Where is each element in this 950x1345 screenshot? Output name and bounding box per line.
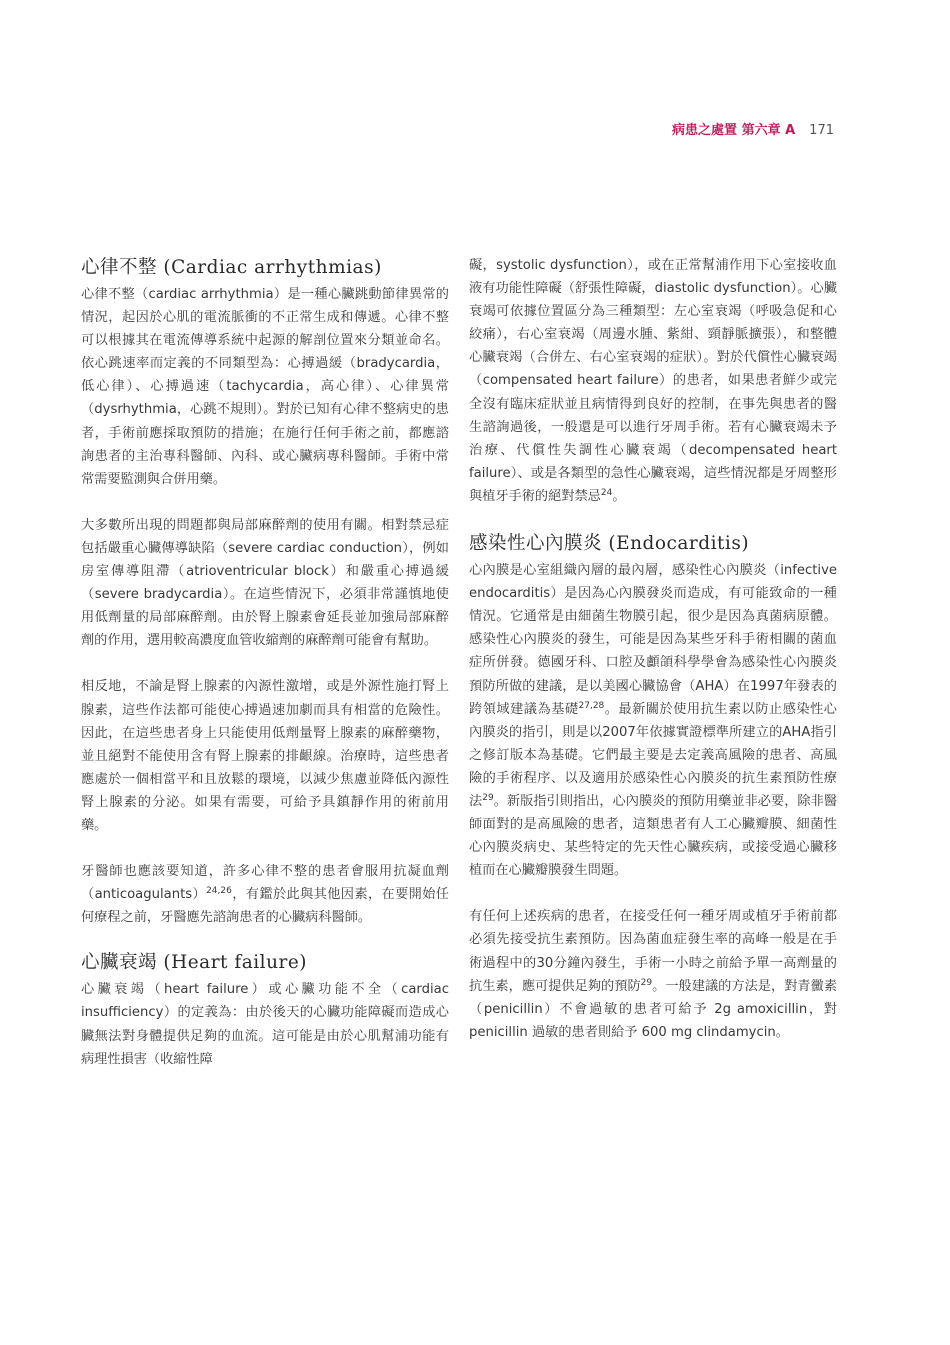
paragraph: 相反地，不論是腎上腺素的內源性激增，或是外源性施打腎上腺素，這些作法都可能使心搏過速加劇而具有相當的危險性。因此，在這些患者身上只能使用低劑量腎上腺素的麻醉藥物，並且絕對不能使用含有腎上腺素的排齦線。治療時，這些患者應處於一個相當平和且放鬆的環境，以減少焦慮並降低內源性腎上腺素的分泌。如果有需要，可給予具鎮靜作用的術前用藥。	[81, 679, 449, 833]
paragraph: 大多數所出現的問題都與局部麻醉劑的使用有關。相對禁忌症包括嚴重心臟傳導缺陷（severe cardiac conduction），例如房室傳導阻滯（atrioventricular block）和嚴重心搏過緩（severe bradycardia）。在這些情況下，必須非常謹慎地使用低劑量的局部麻醉劑。由於腎上腺素會延長並加強局部麻醉劑的作用，選用較高濃度血管收縮劑的麻醉劑可能會有幫助。	[81, 517, 449, 649]
running-header	[672, 119, 834, 138]
section-heading-endocarditis: 感染性心內膜炎 (Endocarditis)	[469, 533, 750, 555]
left-column	[81, 254, 449, 1071]
right-column	[469, 254, 837, 1044]
paragraph: 心內膜是心室組織內層的最內層，感染性心內膜炎（infective endocarditis）是因為心內膜發炎而造成，有可能致命的一種情況。它通常是由細菌生物膜引起，很少是因為真菌病原體。感染性心內膜炎的發生，可能是因為某些牙科手術相關的菌血症所併發。德國牙科、口腔及顱頜科學學會為感染性心內膜炎預防所做的建議，是以美國心臟協會（AHA）在1997年發表的跨領域建議為基礎$^{27,28}$。最新關於使用抗生素以防止感染性心內膜炎的指引，則是以2007年依據實證標準所建立的AHA指引之修訂版本為基礎。它們最主要是去定義高風險的患者、高風險的手術程序、以及適用於感染性心內膜炎的抗生素預防性療法$^{29}$。新版指引則指出，心內膜炎的預防用藥並非必要，除非醫師面對的是高風險的患者，這類患者有人工心臟瓣膜、細菌性心內膜炎病史、某些特定的先天性心臟疾病，或接受過心臟移植而在心臟瓣膜發生問題。	[469, 563, 838, 879]
paragraph: 牙醫師也應該要知道，許多心律不整的患者會服用抗凝血劑（anticoagulants）$^{24,26}$，有鑑於此與其他因素，在要開始任何療程之前，牙醫應先諮詢患者的心臟病科醫師。	[81, 864, 449, 926]
citation: 24,26	[206, 886, 232, 897]
paragraph: 有任何上述疾病的患者，在接受任何一種牙周或植牙手術前都必須先接受抗生素預防。因為菌血症發生率的高峰一般是在手術過程中的30分鐘內發生，手術一小時之前給予單一高劑量的抗生素，應可提供足夠的預防$^{29}$。一般建議的方法是，對青黴素（penicillin）不會過敏的患者可給予 2g amoxicillin，對 penicillin 過敏的患者則給予 600 mg clindamycin。	[469, 909, 838, 1040]
section-heading-arrhythmia: 心律不整 (Cardiac arrhythmias)	[81, 257, 382, 278]
paragraph: 礙，systolic dysfunction），或在正常幫浦作用下心室接收血液有功能性障礙（舒張性障礙，diastolic dysfunction）。心臟衰竭可依據位置區分為三種類型：左心室衰竭（呼吸急促和心絞痛），右心室衰竭（周邊水腫、紫紺、頸靜脈擴張），和整體心臟衰竭（合併左、右心室衰竭的症狀）。對於代償性心臟衰竭（compensated heart failure）的患者，如果患者鮮少或完全沒有臨床症狀並且病情得到良好的控制，在事先與患者的醫生諮詢過後，一般還是可以進行牙周手術。若有心臟衰竭未予治療、代償性失調性心臟衰竭（decompensated heart failure）、或是各類型的急性心臟衰竭，這些情況都是牙周整形與植牙手術的絕對禁忌$^{24}$。	[469, 258, 837, 504]
citation: 29	[482, 792, 494, 803]
citation: 27,28	[578, 700, 605, 711]
paragraph: 心律不整（cardiac arrhythmia）是一種心臟跳動節律異常的情況，起因於心肌的電流脈衝的不正常生成和傳遞。心律不整可以根據其在電流傳導系統中起源的解剖位置來分類並命名。依心跳速率而定義的不同類型為：心搏過緩（bradycardia，低心律）、心搏過速（tachycardia，高心律）、心律異常（dysrhythmia，心跳不規則）。對於已知有心律不整病史的患者，手術前應採取預防的措施；在施行任何手術之前，都應諮詢患者的主治專科醫師、內科、或心臟病專科醫師。手術中常常需要監測與合併用藥。	[81, 287, 449, 487]
section-heading-heart-failure: 心臟衰竭 (Heart failure)	[81, 952, 308, 974]
citation: 24	[600, 487, 613, 498]
citation: 29	[640, 977, 653, 988]
page-number: 171	[809, 123, 834, 138]
running-title: 病患之處置 第六章 A	[672, 123, 796, 138]
paragraph: 心臟衰竭（heart failure）或心臟功能不全（cardiac insufficiency）的定義為：由於後天的心臟功能障礙而造成心臟無法對身體提供足夠的血流。這可能是由於心肌幫浦功能有病理性損害（收縮性障	[81, 982, 449, 1067]
